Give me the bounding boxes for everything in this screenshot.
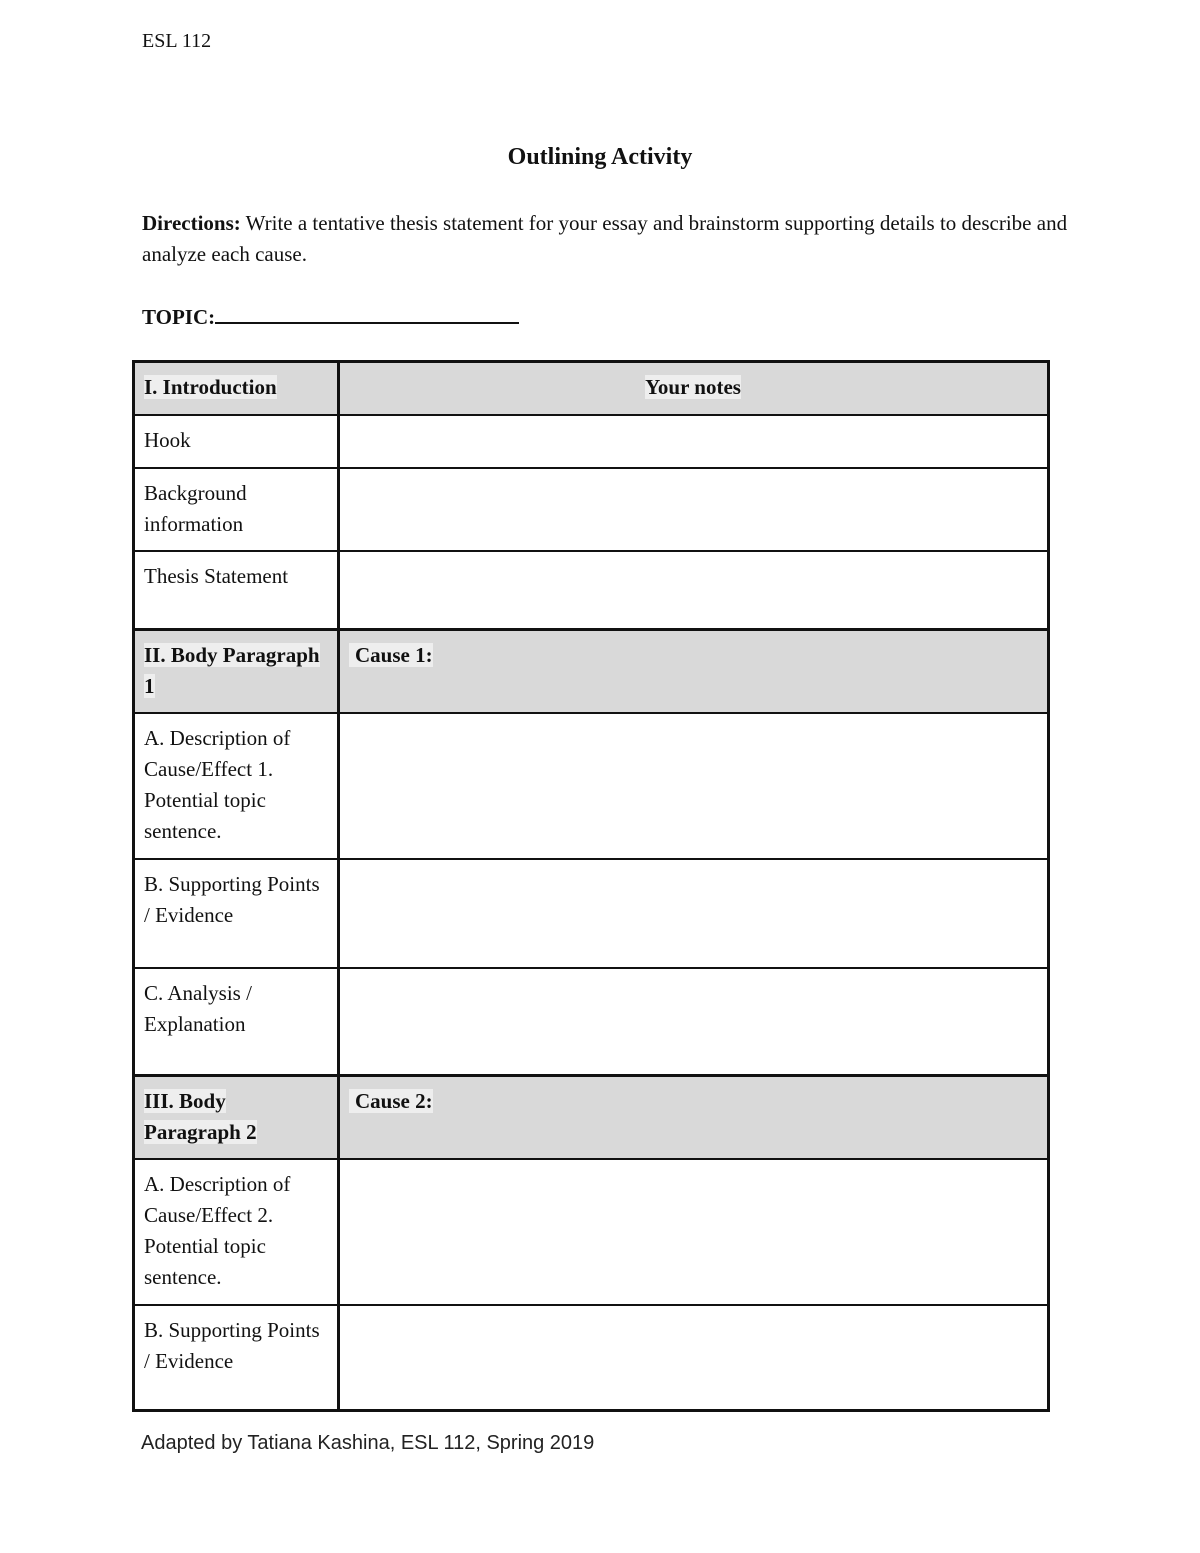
table-row-thesis: [134, 551, 1049, 630]
table-row-body1-b: [134, 859, 1049, 968]
intro-heading: I. Introduction: [144, 375, 277, 399]
thesis-notes-cell[interactable]: [339, 551, 1049, 630]
cause2-label: Cause 2:: [349, 1089, 433, 1113]
background-notes-cell[interactable]: [339, 468, 1049, 551]
outline-table: [132, 360, 1050, 1412]
body2-heading: III. Body Paragraph 2: [144, 1089, 257, 1144]
table-row-hook: [134, 415, 1049, 468]
table-row-background: [134, 468, 1049, 551]
body1-c-notes-cell[interactable]: [339, 968, 1049, 1076]
body2-a-label: A. Description of Cause/Effect 2. Potential topic sentence.: [134, 1159, 339, 1305]
topic-blank[interactable]: [215, 302, 519, 324]
body1-c-label: C. Analysis / Explanation: [134, 968, 339, 1076]
hook-label: Hook: [134, 415, 339, 468]
body2-header-row: [134, 1076, 1049, 1159]
intro-heading-cell: [134, 362, 339, 415]
cause1-cell[interactable]: [339, 630, 1049, 713]
body1-a-notes-cell[interactable]: [339, 713, 1049, 859]
hook-notes-cell[interactable]: [339, 415, 1049, 468]
body1-b-notes-cell[interactable]: [339, 859, 1049, 968]
page-title: Outlining Activity: [507, 144, 693, 170]
table-row-body2-b: [134, 1305, 1049, 1411]
cause2-cell[interactable]: [339, 1076, 1049, 1159]
notes-heading-cell: [339, 362, 1049, 415]
topic-label: TOPIC:: [142, 305, 216, 329]
thesis-label: Thesis Statement: [134, 551, 339, 630]
directions-label: Directions:: [142, 211, 241, 235]
cause1-label: Cause 1:: [349, 643, 433, 667]
footer-credit: Adapted by Tatiana Kashina, ESL 112, Spring 2019: [141, 1432, 595, 1454]
course-header: ESL 112: [142, 30, 212, 52]
body1-a-label: A. Description of Cause/Effect 1. Potential topic sentence.: [134, 713, 339, 859]
body1-b-label: B. Supporting Points / Evidence: [134, 859, 339, 968]
body1-header-row: [134, 630, 1049, 713]
body2-heading-cell: [134, 1076, 339, 1159]
topic-line: [142, 302, 519, 330]
body2-b-notes-cell[interactable]: [339, 1305, 1049, 1411]
intro-header-row: [134, 362, 1049, 415]
body2-b-label: B. Supporting Points / Evidence: [134, 1305, 339, 1411]
table-row-body2-a: [134, 1159, 1049, 1305]
body1-heading-cell: [134, 630, 339, 713]
body2-a-notes-cell[interactable]: [339, 1159, 1049, 1305]
table-row-body1-a: [134, 713, 1049, 859]
directions-text: Write a tentative thesis statement for your essay and brainstorm supporting details to describe and analyze each cause.: [142, 211, 1068, 266]
directions: [142, 208, 1072, 270]
body1-heading: II. Body Paragraph 1: [144, 643, 320, 698]
background-label: Background information: [134, 468, 339, 551]
notes-heading: Your notes: [645, 375, 741, 399]
table-row-body1-c: [134, 968, 1049, 1076]
